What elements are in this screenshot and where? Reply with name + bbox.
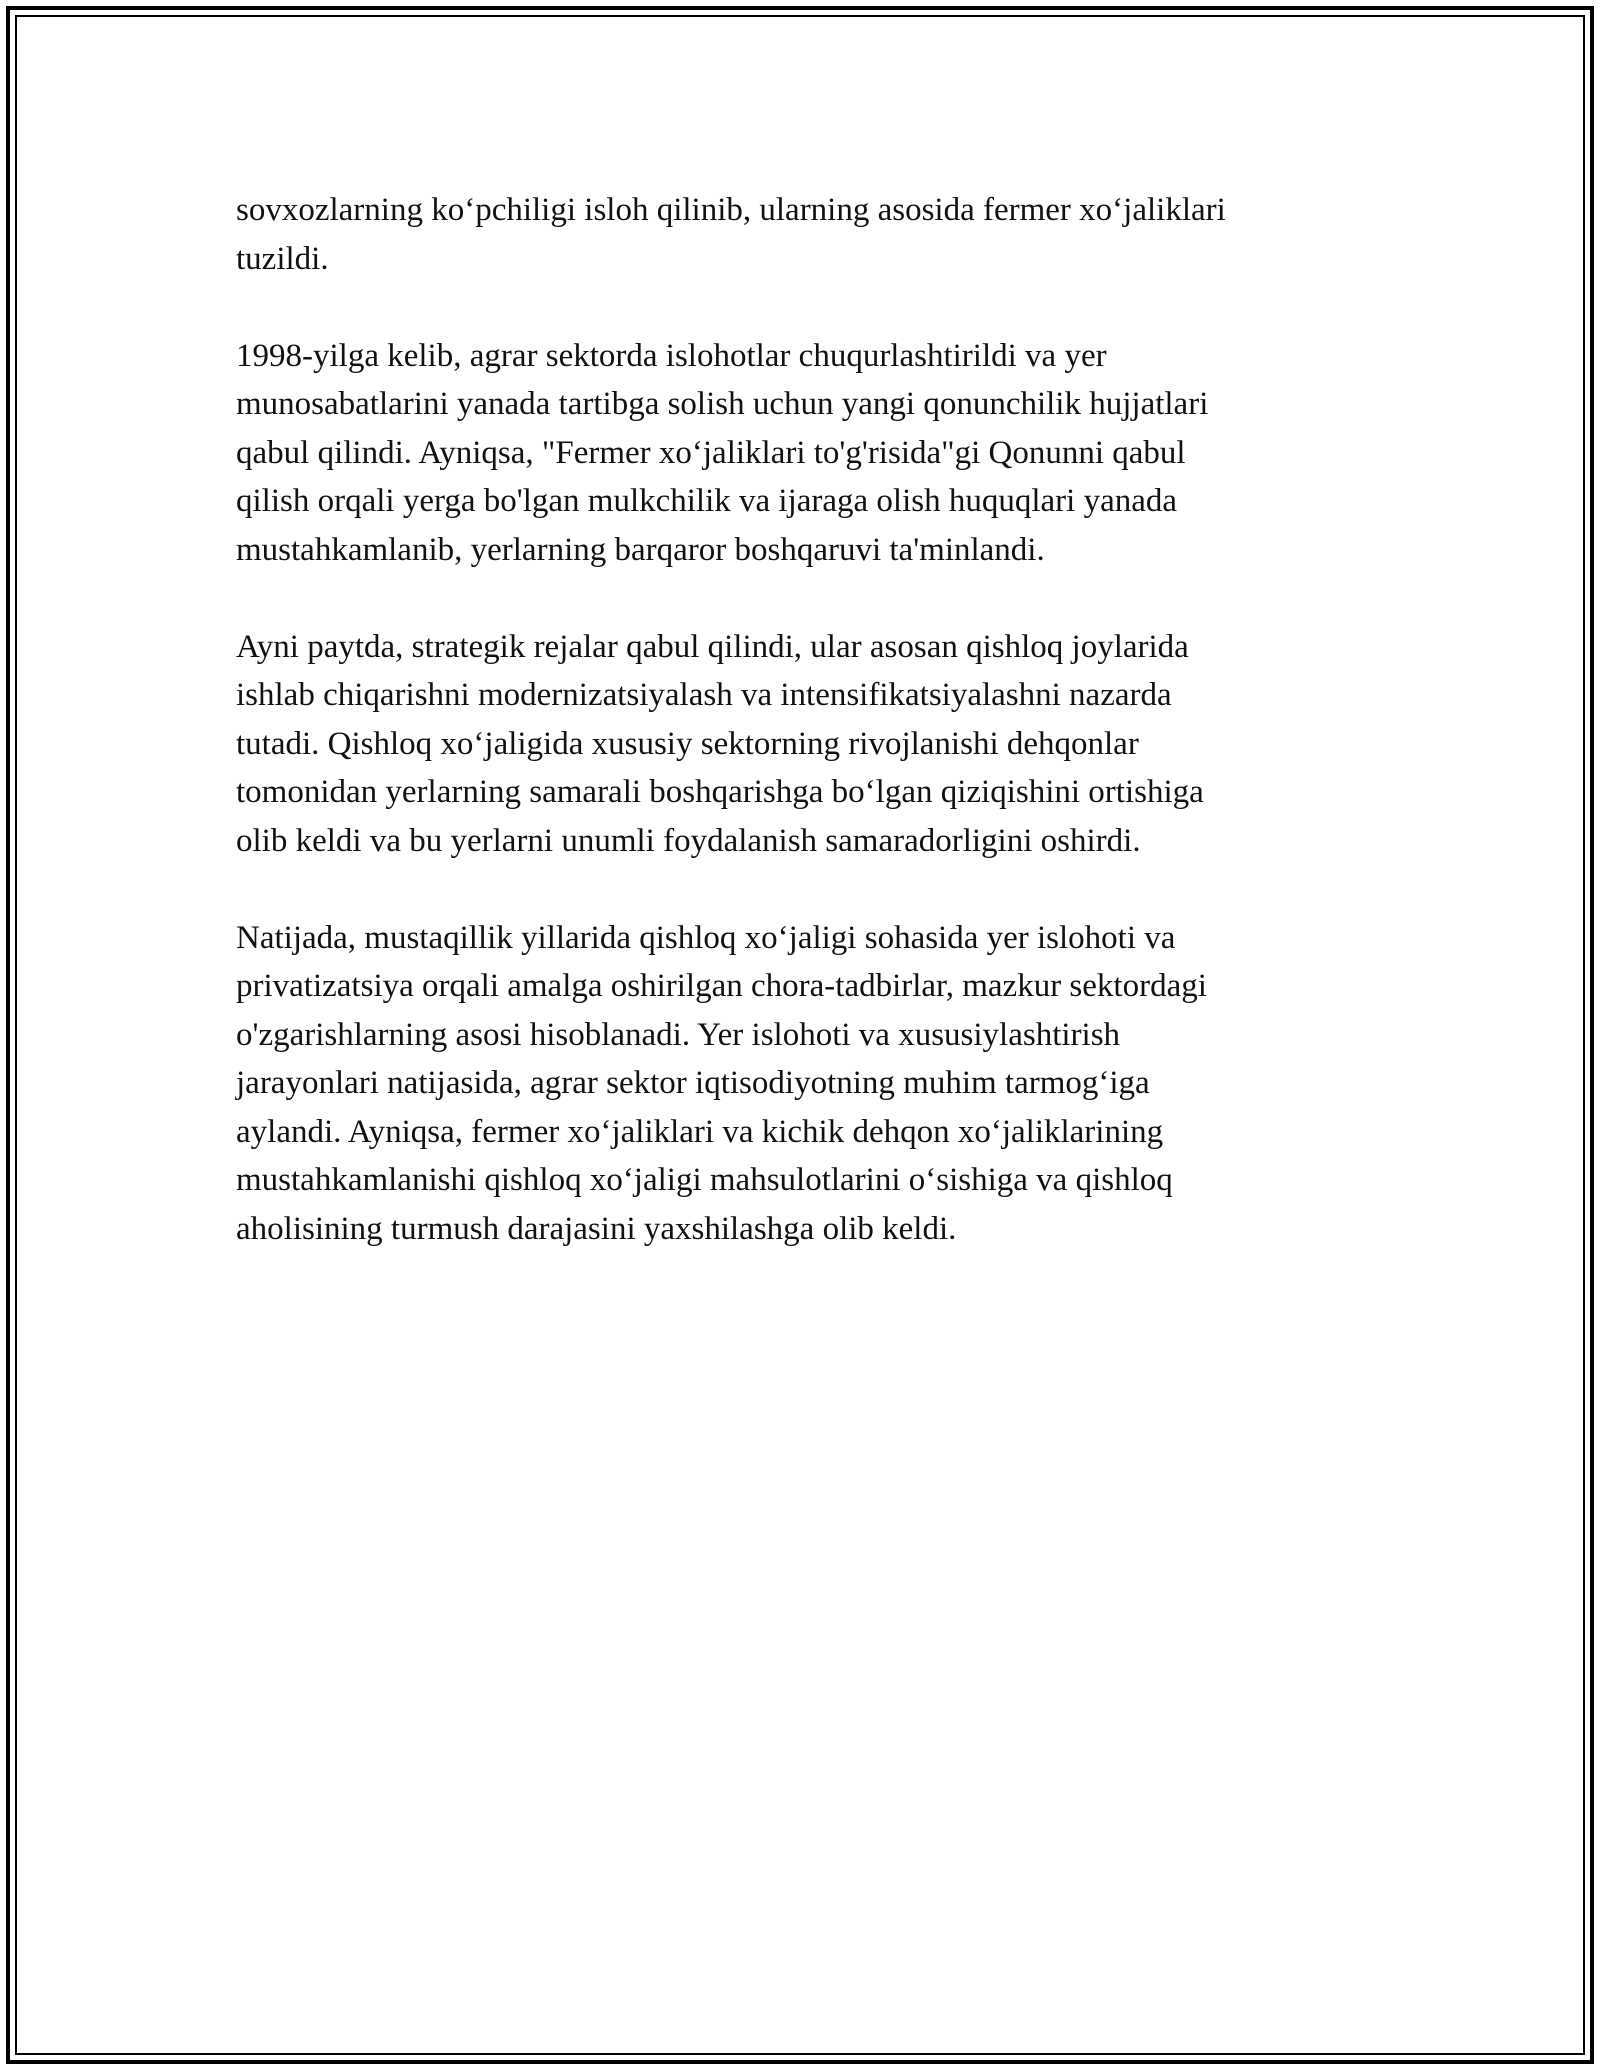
text-line: aholisining turmush darajasini yaxshilashga olib keldi.	[236, 1210, 957, 1247]
text-line: munosabatlarini yanada tartibga solish uchun yangi qonunchilik hujjatlari	[236, 386, 1209, 422]
paragraph-2	[236, 332, 1356, 575]
text-line: olib keldi va bu yerlarni unumli foydalanish samaradorligini oshirdi.	[236, 822, 1141, 859]
text-line: qabul qilindi. Ayniqsa, "Fermer xo‘jaliklari to'g'risida"gi Qonunni qabul	[236, 434, 1186, 471]
text-line: o'zgarishlarning asosi hisoblanadi. Yer islohoti va xususiylashtirish	[236, 1016, 1121, 1053]
text-line: tutadi. Qishloq xo‘jaligida xususiy sektorning rivojlanishi dehqonlar	[236, 725, 1139, 762]
paragraph-1	[236, 186, 1356, 283]
text-line: mustahkamlanishi qishloq xo‘jaligi mahsulotlarini o‘sishiga va qishloq	[236, 1162, 1173, 1198]
text-line: privatizatsiya orqali amalga oshirilgan chora-tadbirlar, mazkur sektordagi	[236, 968, 1207, 1004]
text-line: 1998-yilga kelib, agrar sektorda islohotlar chuqurlashtirildi va yer	[236, 337, 1107, 374]
text-line: ishlab chiqarishni modernizatsiyalash va intensifikatsiyalashni nazarda	[236, 677, 1172, 713]
text-line: Natijada, mustaqillik yillarida qishloq xo‘jaligi sohasida yer islohoti va	[236, 919, 1176, 956]
text-line: Ayni paytda, strategik rejalar qabul qilindi, ular asosan qishloq joylarida	[236, 628, 1189, 665]
document-body	[236, 186, 1356, 1302]
paragraph-4	[236, 914, 1356, 1254]
text-line: tomonidan yerlarning samarali boshqarishga bo‘lgan qiziqishini ortishiga	[236, 774, 1204, 810]
paragraph-3	[236, 623, 1356, 866]
text-line: aylandi. Ayniqsa, fermer xo‘jaliklari va kichik dehqon xo‘jaliklarining	[236, 1113, 1164, 1150]
text-line: tuzildi.	[236, 240, 329, 277]
text-line: jarayonlari natijasida, agrar sektor iqtisodiyotning muhim tarmog‘iga	[236, 1065, 1150, 1101]
text-line: sovxozlarning ko‘pchiligi isloh qilinib, ularning asosida fermer xo‘jaliklari	[236, 192, 1226, 228]
text-line: mustahkamlanib, yerlarning barqaror boshqaruvi ta'minlandi.	[236, 531, 1045, 568]
text-line: qilish orqali yerga bo'lgan mulkchilik va ijaraga olish huquqlari yanada	[236, 483, 1178, 519]
